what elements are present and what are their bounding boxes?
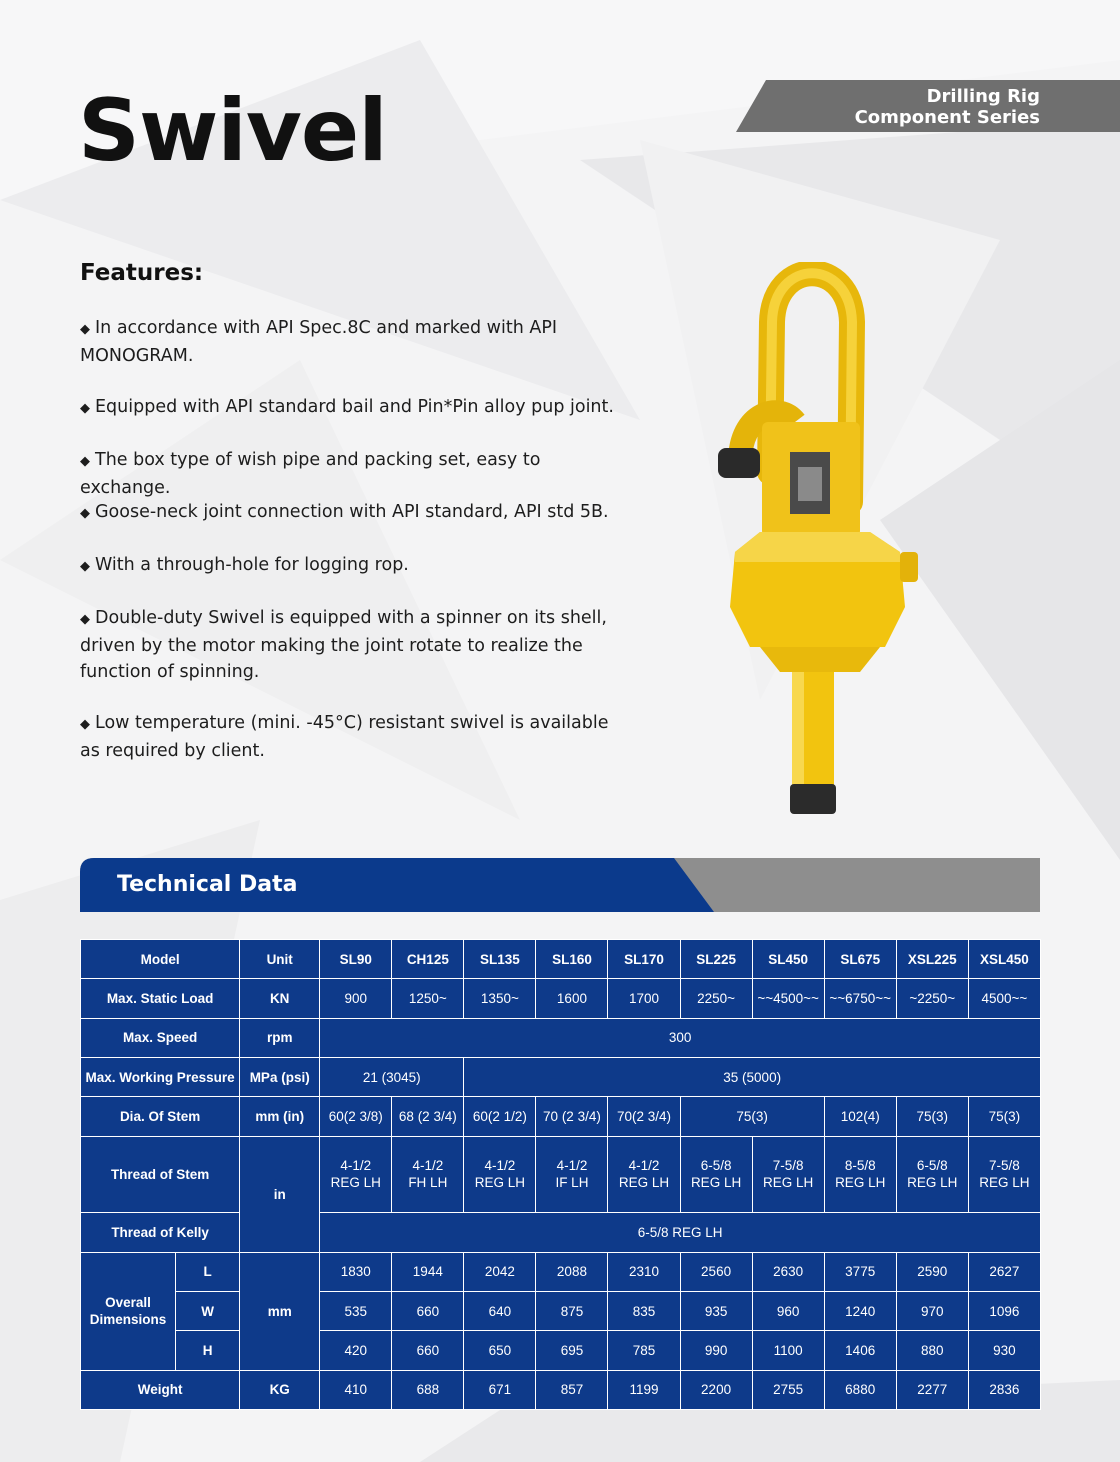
diamond-bullet-icon: ◆: [80, 454, 90, 469]
feature-item: ◆ Double-duty Swivel is equipped with a spinner on its shell, driven by the motor making the joint rotate to realize the function of spinning.: [80, 608, 607, 682]
diamond-bullet-icon: ◆: [80, 717, 90, 732]
features-heading: Features:: [80, 260, 204, 286]
table-row: Dia. Of Stem mm (in) 60(2 3/8) 68 (2 3/4) 60(2 1/2) 70 (2 3/4) 70(2 3/4) 75(3) 102(4) 75(3) 75(3): [81, 1097, 1041, 1136]
table-row: Model Unit SL90 CH125 SL135 SL160 SL170 SL225 SL450 SL675 XSL225 XSL450: [81, 940, 1041, 979]
table-row: Max. Static Load KN 900 1250~ 1350~ 1600 1700 2250~ ~~4500~~ ~~6750~~ ~2250~ 4500~~: [81, 979, 1041, 1018]
feature-item: ◆ Equipped with API standard bail and Pin*Pin alloy pup joint.: [80, 397, 614, 417]
diamond-bullet-icon: ◆: [80, 322, 90, 337]
technical-data-title: Technical Data: [117, 872, 298, 897]
diamond-bullet-icon: ◆: [80, 612, 90, 627]
series-line-2: Component Series: [854, 107, 1040, 128]
table-row: Thread of Stem in 4-1/2 REG LH 4-1/2 FH LH 4-1/2 REG LH 4-1/2 IF LH 4-1/2 REG LH 6-5/8 REG LH 7-5/8 REG LH 8-5/8 REG LH 6-5/8 REG LH 7-5/8 REG LH: [81, 1136, 1041, 1213]
diamond-bullet-icon: ◆: [80, 506, 90, 521]
page-title: Swivel: [78, 81, 387, 181]
cap-icon: [718, 448, 760, 478]
technical-data-table: [80, 939, 1041, 1410]
series-line-1: Drilling Rig: [926, 86, 1040, 107]
table-row: Weight KG 410 688 671 857 1199 2200 2755 6880 2277 2836: [81, 1370, 1041, 1409]
feature-item: ◆ Low temperature (mini. -45°C) resistant swivel is available as required by client.: [80, 713, 609, 761]
feature-item: ◆ With a through-hole for logging rop.: [80, 555, 409, 575]
diamond-bullet-icon: ◆: [80, 401, 90, 416]
diamond-bullet-icon: ◆: [80, 559, 90, 574]
table-row: H 420 660 650 695 785 990 1100 1406 880 930: [81, 1331, 1041, 1370]
table-row: Overall Dimensions L mm 1830 1944 2042 2088 2310 2560 2630 3775 2590 2627: [81, 1252, 1041, 1291]
table-row: Max. Working Pressure MPa (psi) 21 (3045) 35 (5000): [81, 1058, 1041, 1097]
feature-item: ◆ In accordance with API Spec.8C and marked with API MONOGRAM.: [80, 318, 558, 366]
table-row: Max. Speed rpm 300: [81, 1018, 1041, 1057]
feature-item: ◆ The box type of wish pipe and packing set, easy to exchange.: [80, 450, 541, 498]
feature-item: ◆ Goose-neck joint connection with API standard, API std 5B.: [80, 502, 609, 522]
table-row: W 535 660 640 875 835 935 960 1240 970 1096: [81, 1291, 1041, 1330]
table-row: Thread of Kelly 6-5/8 REG LH: [81, 1213, 1041, 1252]
swivel-product-image: [700, 262, 930, 822]
series-label: [855, 86, 1040, 128]
